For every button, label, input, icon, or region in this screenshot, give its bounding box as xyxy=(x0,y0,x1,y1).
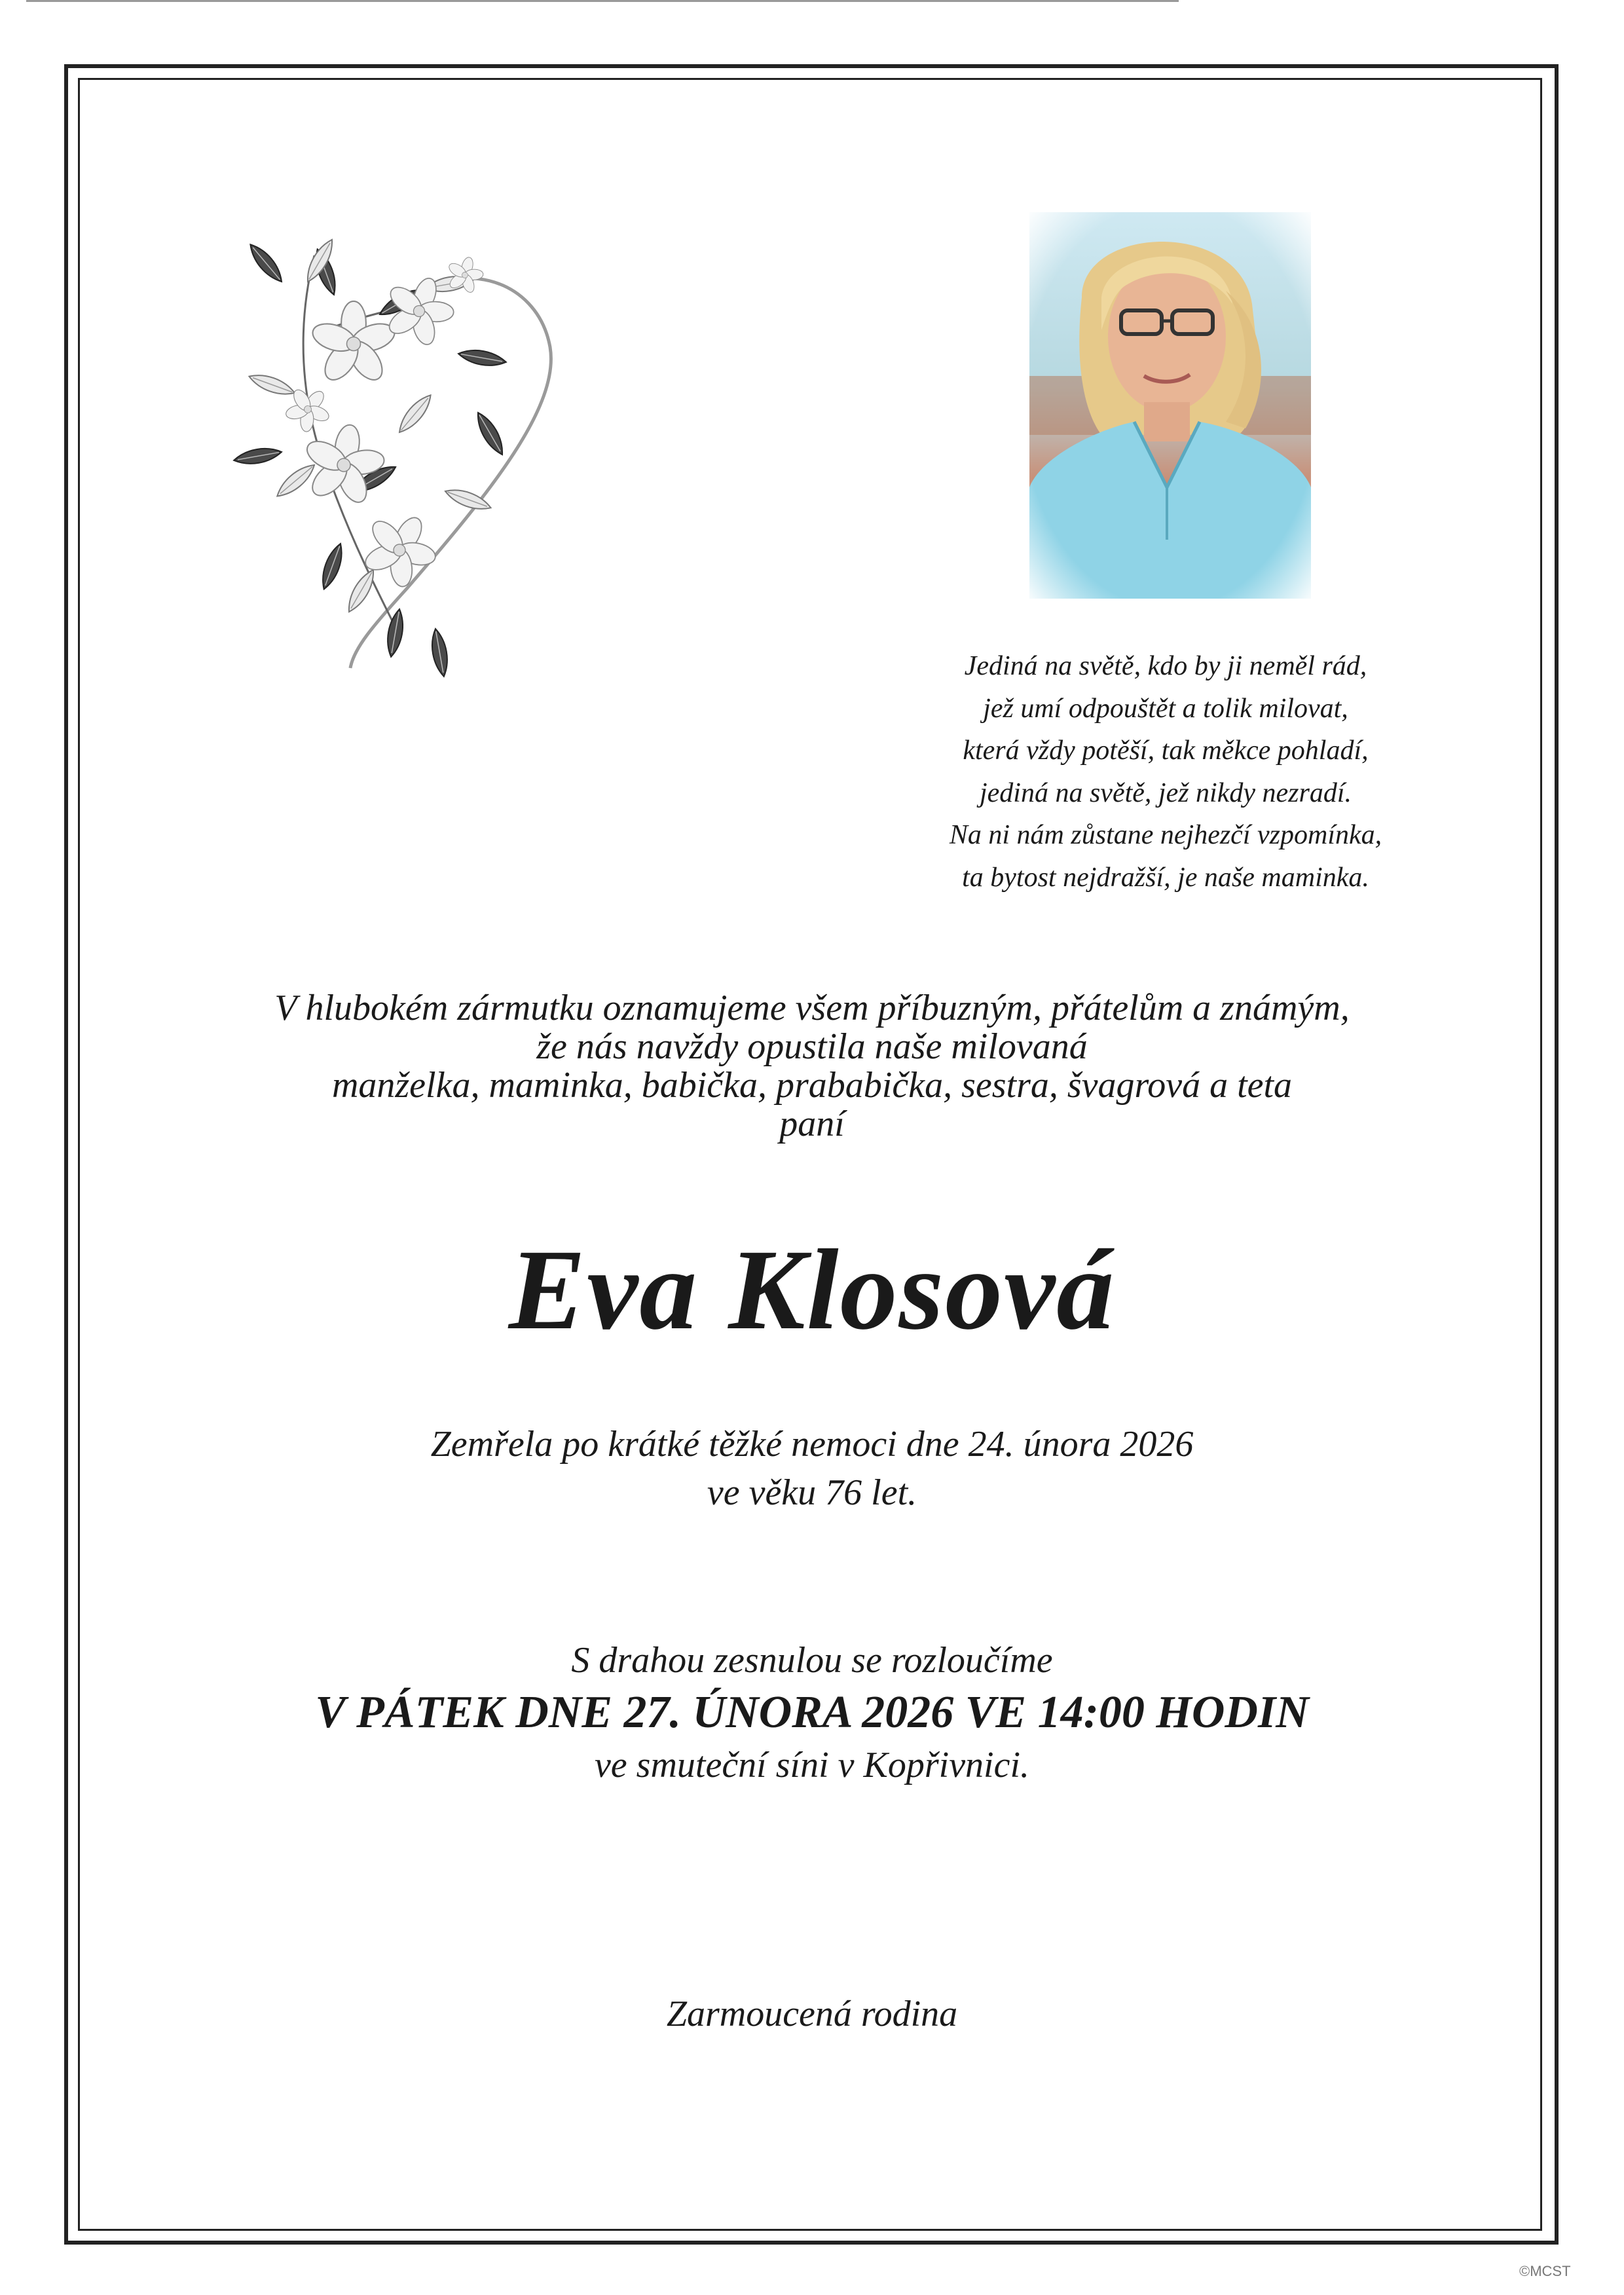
announcement-line: manželka, maminka, babička, prababička, sestra, švagrová a teta xyxy=(331,1065,1293,1106)
farewell-place: ve smuteční síni v Kopřivnici. xyxy=(594,1745,1030,1785)
death-date-line: Zemřela po krátké těžké nemoci dne 24. února 2026 xyxy=(430,1424,1194,1465)
announcement-line: V hlubokém zármutku oznamujeme všem příbuzným, přátelům a známým, xyxy=(274,988,1350,1028)
farewell-intro: S drahou zesnulou se rozloučíme xyxy=(571,1640,1053,1681)
farewell-datetime: V PÁTEK DNE 27. ÚNORA 2026 VE 14:00 HODIN xyxy=(315,1687,1309,1738)
floral-heart-icon xyxy=(203,216,661,688)
poem-line: která vždy potěší, tak měkce pohladí, xyxy=(963,736,1369,766)
announcement-line: paní xyxy=(779,1104,845,1144)
poem-block xyxy=(871,645,1460,899)
portrait-photo xyxy=(1029,212,1311,599)
scan-edge-line xyxy=(26,0,1179,2)
copyright-mark: ©MCST xyxy=(1519,2263,1571,2279)
family-signature: Zarmoucená rodina xyxy=(666,1994,958,2034)
death-info xyxy=(157,1420,1467,1517)
poem-line: jež umí odpouštět a tolik milovat, xyxy=(983,693,1348,724)
poem-line: Na ni nám zůstane nejhezčí vzpomínka, xyxy=(949,820,1382,850)
announcement-line: že nás navždy opustila naše milovaná xyxy=(536,1026,1088,1067)
poem-line: jediná na světě, jež nikdy nezradí. xyxy=(979,777,1352,808)
deceased-name: Eva Klosová xyxy=(508,1226,1116,1354)
poem-line: Jediná na světě, kdo by ji neměl rád, xyxy=(964,651,1367,681)
poem-line: ta bytost nejdražší, je naše maminka. xyxy=(962,862,1369,893)
age-line: ve věku 76 let. xyxy=(707,1472,917,1513)
farewell-block xyxy=(157,1637,1467,1788)
announcement-block xyxy=(157,989,1467,1144)
